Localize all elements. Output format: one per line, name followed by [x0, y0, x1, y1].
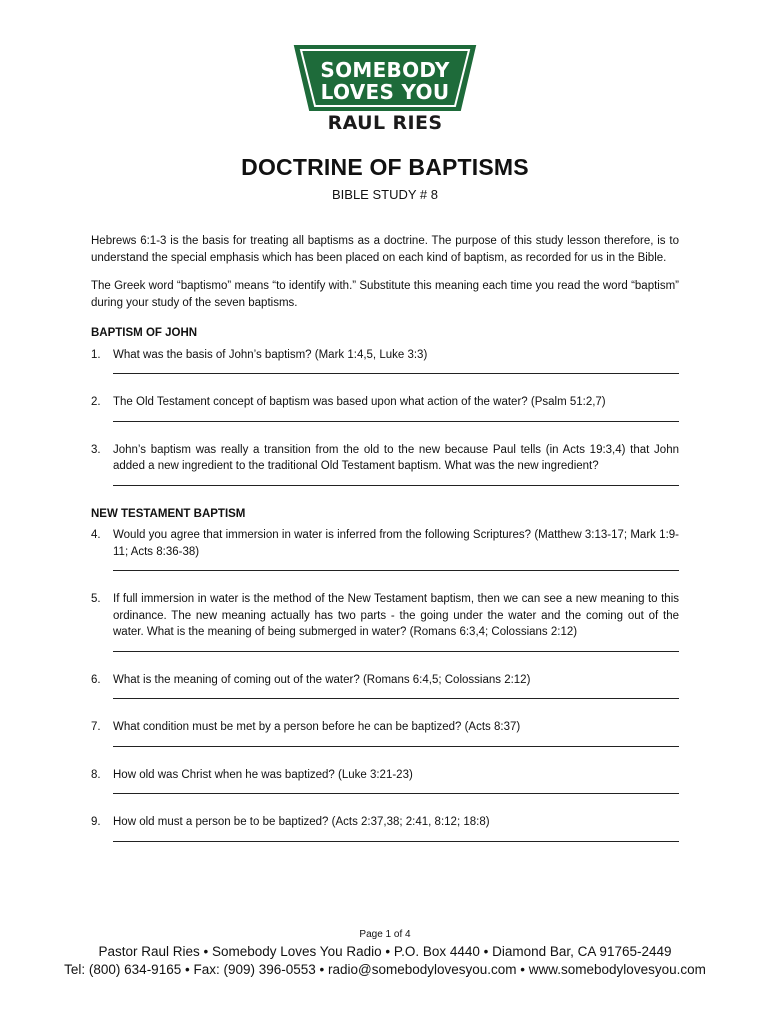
question [91, 527, 679, 560]
question-text: How old was Christ when he was baptized? (Luke 3:21-23) [113, 768, 413, 781]
logo-text-line1: SOMEBODY [320, 58, 450, 82]
answer-line[interactable] [113, 736, 679, 747]
question-number: 7. [91, 721, 101, 733]
question-number: 1. [91, 348, 101, 361]
question [91, 394, 679, 411]
question-text: How old must a person be to be baptized? (Acts 2:37,38; 2:41, 8:12; 18:8) [113, 816, 490, 828]
study-content [91, 233, 679, 842]
footer-contact: Tel: (800) 634-9165 • Fax: (909) 396-0553 • radio@somebodylovesyou.com • www.somebodylovesyou.com [64, 962, 706, 977]
section-heading: NEW TESTAMENT BAPTISM [91, 507, 246, 520]
intro-paragraph: The Greek word “baptismo” means “to identify with.” Substitute this meaning each time you read the word “baptism” during your study of the seven baptisms. [91, 280, 679, 309]
question-number: 8. [91, 768, 101, 781]
question-text: The Old Testament concept of baptism was based upon what action of the water? (Psalm 51:2,7) [113, 396, 606, 408]
footer-address: Pastor Raul Ries • Somebody Loves You Radio • P.O. Box 4440 • Diamond Bar, CA 91765-2449 [98, 944, 672, 959]
question-text: If full immersion in water is the method of the New Testament baptism, then we can see a new meaning to this ordinance. The new meaning actually has two parts - the going under the water and the coming out of the water. What is the meaning of being submerged in water? (Romans 6:3,4; Colossians 2:12) [113, 593, 679, 638]
answer-line[interactable] [113, 411, 679, 422]
answer-line[interactable] [113, 688, 679, 699]
page-subtitle: BIBLE STUDY # 8 [332, 187, 438, 202]
page-number: Page 1 of 4 [359, 929, 411, 940]
question-number: 6. [91, 673, 101, 686]
answer-line[interactable] [113, 641, 679, 652]
question [91, 347, 679, 364]
question-number: 2. [91, 396, 101, 408]
intro-paragraph: Hebrews 6:1-3 is the basis for treating all baptisms as a doctrine. The purpose of this study lesson therefore, is to understand the special emphasis which has been placed on each kind of baptism, as recorded for us in the Bible. [91, 235, 679, 264]
question [91, 591, 679, 641]
question-text: Would you agree that immersion in water is inferred from the following Scriptures? (Matthew 3:13-17; Mark 1:9-11; Acts 8:36-38) [113, 529, 679, 558]
somebody-loves-you-logo [0, 44, 770, 136]
question-number: 9. [91, 816, 101, 828]
question-number: 5. [91, 593, 101, 605]
logo-text-line2: LOVES YOU [320, 80, 450, 104]
question-text: What is the meaning of coming out of the water? (Romans 6:4,5; Colossians 2:12) [113, 673, 531, 686]
answer-line[interactable] [113, 560, 679, 571]
page-title: DOCTRINE OF BAPTISMS [241, 154, 529, 180]
question [91, 767, 679, 784]
answer-line[interactable] [113, 363, 679, 374]
question [91, 672, 679, 689]
question [91, 719, 679, 736]
question [91, 814, 679, 831]
question-number: 4. [91, 529, 101, 541]
question [91, 442, 679, 475]
question-text: John’s baptism was really a transition from the old to the new because Paul tells (in Acts 19:3,4) that John added a new ingredient to the traditional Old Testament baptism. What was the new ingredient? [113, 443, 679, 472]
section-heading: BAPTISM OF JOHN [91, 327, 198, 339]
logo-name: RAUL RIES [327, 112, 443, 134]
answer-line[interactable] [113, 783, 679, 794]
question-number: 3. [91, 443, 101, 456]
answer-line[interactable] [113, 831, 679, 842]
answer-line[interactable] [113, 475, 679, 486]
question-text: What was the basis of John’s baptism? (Mark 1:4,5, Luke 3:3) [113, 348, 428, 361]
question-text: What condition must be met by a person before he can be baptized? (Acts 8:37) [113, 721, 521, 733]
